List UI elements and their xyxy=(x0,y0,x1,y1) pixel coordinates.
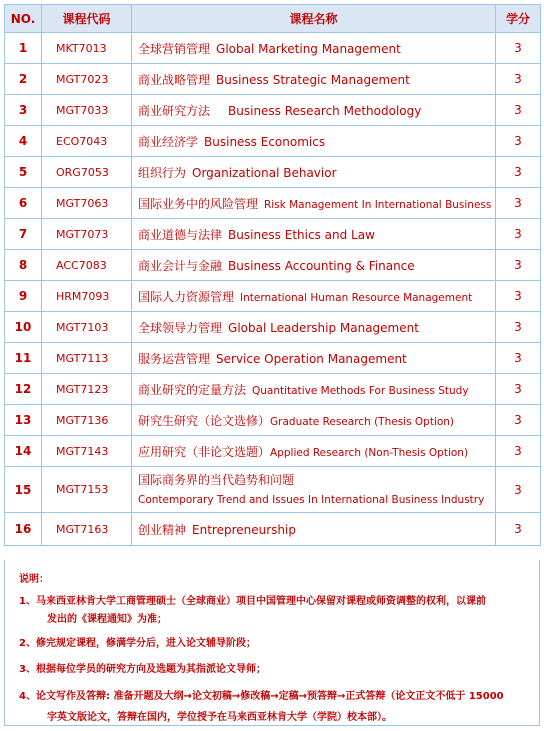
course-code: MGT7113 xyxy=(42,343,132,374)
course-credit: 3 xyxy=(496,188,541,219)
course-name xyxy=(132,126,496,157)
course-name xyxy=(132,157,496,188)
course-name-en: Business Research Methodology xyxy=(228,103,422,118)
course-credit: 3 xyxy=(496,64,541,95)
course-name-en: Applied Research (Non-Thesis Option) xyxy=(270,446,469,459)
header-code: 课程代码 xyxy=(42,5,132,33)
course-no: 16 xyxy=(5,513,42,546)
table-row xyxy=(5,374,541,405)
course-code: HRM7093 xyxy=(42,281,132,312)
course-credit: 3 xyxy=(496,513,541,546)
course-name-zh: 商业研究的定量方法 xyxy=(138,382,247,397)
table-row xyxy=(5,33,541,64)
course-name-zh: 国际商务界的当代趋势和问题 xyxy=(138,472,295,487)
course-code: ORG7053 xyxy=(42,157,132,188)
course-name-zh: 商业战略管理 xyxy=(138,72,211,87)
course-credit: 3 xyxy=(496,219,541,250)
course-name xyxy=(132,188,496,219)
note-4: 4、论文写作及答辩: 准备开题及大纲→论文初稿→修改稿→定稿→预答辩→正式答辩（论文正文不低于 15000 xyxy=(19,691,504,702)
course-code: MGT7103 xyxy=(42,312,132,343)
table-row xyxy=(5,405,541,436)
notes-title: 说明： xyxy=(19,574,49,585)
course-credit: 3 xyxy=(496,436,541,467)
course-no: 8 xyxy=(5,250,42,281)
course-no: 4 xyxy=(5,126,42,157)
course-credit: 3 xyxy=(496,467,541,513)
course-no: 2 xyxy=(5,64,42,95)
course-name-zh: 服务运营管理 xyxy=(138,351,211,366)
course-code: MGT7073 xyxy=(42,219,132,250)
course-no: 15 xyxy=(5,467,42,513)
course-credit: 3 xyxy=(496,312,541,343)
course-no: 7 xyxy=(5,219,42,250)
course-code: MKT7013 xyxy=(42,33,132,64)
course-name-zh: 全球领导力管理 xyxy=(138,320,223,335)
header-row xyxy=(5,5,541,33)
course-name-zh: 商业会计与金融 xyxy=(138,258,223,273)
course-name-en: Business Ethics and Law xyxy=(228,227,375,242)
course-name-en: Business Economics xyxy=(204,134,326,149)
table-row xyxy=(5,188,541,219)
course-name xyxy=(132,343,496,374)
course-name xyxy=(132,250,496,281)
course-code: MGT7136 xyxy=(42,405,132,436)
table-row xyxy=(5,436,541,467)
course-name xyxy=(132,64,496,95)
course-credit: 3 xyxy=(496,157,541,188)
course-name-en: Organizational Behavior xyxy=(192,165,337,180)
course-credit: 3 xyxy=(496,33,541,64)
course-name-zh: 组织行为 xyxy=(138,165,187,180)
header-name: 课程名称 xyxy=(132,5,496,33)
course-no: 11 xyxy=(5,343,42,374)
course-credit: 3 xyxy=(496,95,541,126)
table-row xyxy=(5,64,541,95)
table-row xyxy=(5,95,541,126)
table-row xyxy=(5,157,541,188)
course-name-en: Global Marketing Management xyxy=(216,41,401,56)
course-no: 14 xyxy=(5,436,42,467)
course-code: MGT7143 xyxy=(42,436,132,467)
course-name xyxy=(132,405,496,436)
course-no: 12 xyxy=(5,374,42,405)
course-name-zh: 研究生研究（论文选修） xyxy=(138,413,271,428)
course-no: 1 xyxy=(5,33,42,64)
course-credit: 3 xyxy=(496,343,541,374)
course-name xyxy=(132,33,496,64)
course-credit: 3 xyxy=(496,405,541,436)
note-2: 2、修完规定课程，修满学分后，进入论文辅导阶段； xyxy=(19,638,256,649)
course-name xyxy=(132,95,496,126)
table-row xyxy=(5,513,541,546)
course-name-en: Service Operation Management xyxy=(216,351,407,366)
course-credit: 3 xyxy=(496,374,541,405)
course-name-en: Contemporary Trend and Issues In International Business Industry xyxy=(138,493,485,506)
course-name xyxy=(132,281,496,312)
note-3: 3、根据每位学员的研究方向及选题为其指派论文导师； xyxy=(19,664,266,675)
course-code: MGT7063 xyxy=(42,188,132,219)
course-code: MGT7123 xyxy=(42,374,132,405)
course-name-en: Business Accounting & Finance xyxy=(228,258,415,273)
course-name-en: Quantitative Methods For Business Study xyxy=(252,384,469,397)
course-code: ACC7083 xyxy=(42,250,132,281)
course-no: 6 xyxy=(5,188,42,219)
notes-section xyxy=(4,560,540,726)
course-name-en: Business Strategic Management xyxy=(216,72,410,87)
course-no: 9 xyxy=(5,281,42,312)
course-name xyxy=(132,513,496,546)
table-row xyxy=(5,126,541,157)
course-name xyxy=(132,467,496,513)
table-row xyxy=(5,281,541,312)
header-credit: 学分 xyxy=(496,5,541,33)
course-code: MGT7153 xyxy=(42,467,132,513)
course-name-zh: 商业经济学 xyxy=(138,134,199,149)
course-name-zh: 创业精神 xyxy=(138,522,187,537)
course-name xyxy=(132,374,496,405)
course-name-zh: 应用研究（非论文选题） xyxy=(138,444,271,459)
course-code: MGT7023 xyxy=(42,64,132,95)
table-row xyxy=(5,343,541,374)
table-row xyxy=(5,467,541,513)
course-name-zh: 国际业务中的风险管理 xyxy=(138,196,259,211)
course-credit: 3 xyxy=(496,126,541,157)
course-name xyxy=(132,219,496,250)
table-row xyxy=(5,250,541,281)
course-no: 3 xyxy=(5,95,42,126)
note-1-cont: 发出的《课程通知》为准； xyxy=(47,614,167,625)
course-name xyxy=(132,436,496,467)
course-name xyxy=(132,312,496,343)
course-no: 10 xyxy=(5,312,42,343)
course-name-zh: 国际人力资源管理 xyxy=(138,289,235,304)
course-no: 5 xyxy=(5,157,42,188)
course-name-en: Risk Management In International Business xyxy=(264,198,492,211)
course-name-en: Global Leadership Management xyxy=(228,320,419,335)
course-name-en: Graduate Research (Thesis Option) xyxy=(270,415,455,428)
course-name-zh: 商业研究方法 xyxy=(138,103,211,118)
table-row xyxy=(5,312,541,343)
note-4-cont: 字英文版论文，答辩在国内，学位授予在马来西亚林肯大学（学院）校本部）。 xyxy=(47,712,392,723)
course-code: ECO7043 xyxy=(42,126,132,157)
course-code: MGT7163 xyxy=(42,513,132,546)
course-code: MGT7033 xyxy=(42,95,132,126)
course-name-zh: 商业道德与法律 xyxy=(138,227,223,242)
header-no: NO. xyxy=(5,5,42,33)
course-name-en: Entrepreneurship xyxy=(192,522,296,537)
note-1: 1、马来西亚林肯大学工商管理硕士（全球商业）项目中国管理中心保留对课程或师资调整的权利，以课前 xyxy=(19,596,486,607)
course-credit: 3 xyxy=(496,281,541,312)
course-table xyxy=(4,4,541,546)
course-no: 13 xyxy=(5,405,42,436)
course-name-en: International Human Resource Management xyxy=(240,291,473,304)
course-name-zh: 全球营销管理 xyxy=(138,41,211,56)
course-credit: 3 xyxy=(496,250,541,281)
table-row xyxy=(5,219,541,250)
